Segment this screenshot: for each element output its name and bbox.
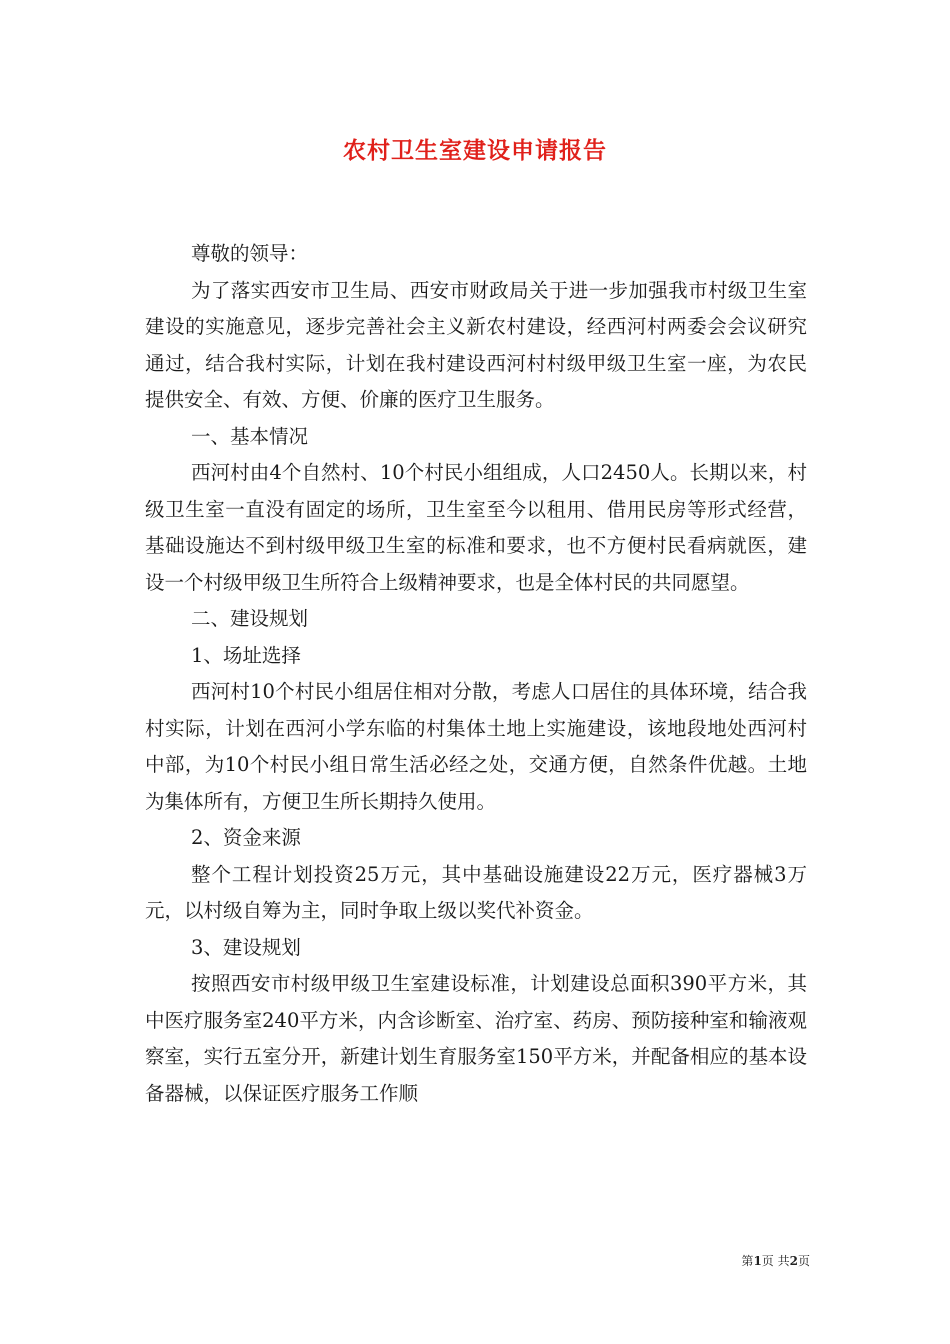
- footer-suffix: 页: [797, 1254, 810, 1268]
- paragraph-site: 西河村10个村民小组居住相对分散，考虑人口居住的具体环境，结合我村实际，计划在西河小学东临的村集体土地上实施建设，该地段地处西河村中部，为10个村民小组日常生活必经之处，交通方便，自然条件优越。土地为集体所有，方便卫生所长期持久使用。: [145, 680, 807, 813]
- footer-prefix: 第: [741, 1254, 754, 1268]
- footer-total-pages: 2: [789, 1254, 798, 1268]
- salutation: 尊敬的领导：: [191, 242, 309, 265]
- footer-middle: 页 共: [761, 1254, 790, 1268]
- paragraph-intro: 为了落实西安市卫生局、西安市财政局关于进一步加强我市村级卫生室建设的实施意见，逐步完善社会主义新农村建设，经西河村两委会会议研究通过，结合我村实际，计划在我村建设西河村村级甲级卫生室一座，为农民提供安全、有效、方便、价廉的医疗卫生服务。: [145, 278, 807, 411]
- section-heading-basic: 一、基本情况: [191, 424, 309, 448]
- document-body: [145, 236, 807, 1112]
- paragraph-basic-situation: 西河村由4个自然村、10个村民小组组成，人口2450人。长期以来，村级卫生室一直没有固定的场所，卫生室至今以租用、借用民房等形式经营，基础设施达不到村级甲级卫生室的标准和要求，也不方便村民看病就医，建设一个村级甲级卫生所符合上级精神要求，也是全体村民的共同愿望。: [145, 461, 807, 594]
- document-title: 农村卫生室建设申请报告: [343, 137, 607, 164]
- subheading-site: 1、场址选择: [191, 643, 301, 667]
- subheading-funding: 2、资金来源: [191, 826, 301, 849]
- paragraph-funding: 整个工程计划投资25万元，其中基础设施建设22万元，医疗器械3万元，以村级自筹为主，同时争取上级以奖代补资金。: [145, 862, 807, 922]
- section-heading-plan: 二、建设规划: [191, 607, 309, 630]
- paragraph-construction: 按照西安市村级甲级卫生室建设标准，计划建设总面积390平方米，其中医疗服务室240平方米，内含诊断室、治疗室、药房、预防接种室和输液观察室，实行五室分开，新建计划生育服务室150平方米，并配备相应的基本设备器械，以保证医疗服务工作顺: [145, 972, 807, 1105]
- footer-current-page: 1: [753, 1254, 762, 1268]
- page-number-footer: [680, 1252, 810, 1269]
- subheading-construction: 3、建设规划: [191, 935, 301, 959]
